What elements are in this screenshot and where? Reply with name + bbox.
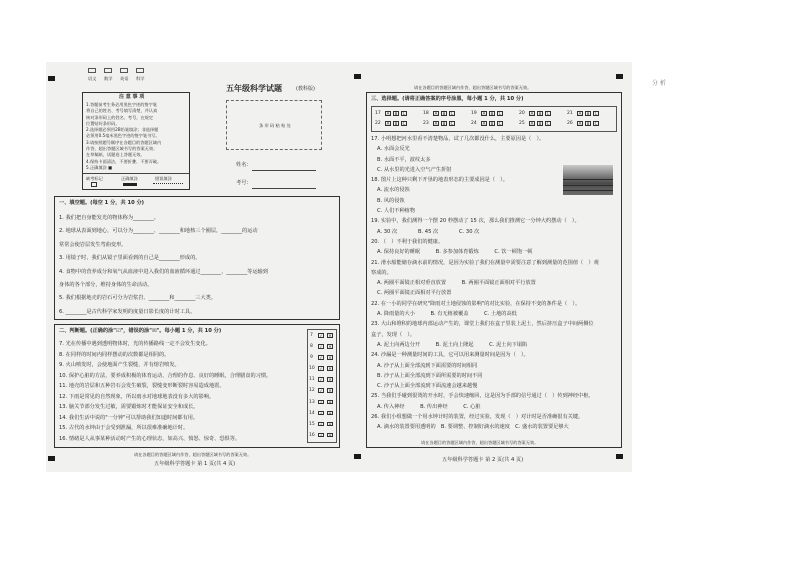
option-line: C. 沙子从上面全部流到下面流速会越来越慢 (377, 383, 478, 390)
false-checkbox[interactable]: ✕ (328, 333, 332, 338)
question-line: 20. （ ）不利于我们的健康。 (371, 238, 444, 245)
false-checkbox[interactable]: ✕ (328, 355, 332, 361)
grid-number: 26 (567, 121, 573, 126)
question-line: 察成的。 (371, 269, 392, 276)
fill-blank-section (54, 196, 340, 320)
false-checkbox[interactable]: ✕ (328, 366, 332, 372)
notice-title: 注 意 事 项 (119, 94, 145, 100)
option-line: C. 人们不种植物 (377, 208, 416, 215)
option-a-bubble[interactable]: A (386, 111, 390, 116)
name-label: 姓名： (236, 162, 252, 168)
answer-sheet-page-2 (352, 62, 632, 472)
option-line: A. 保持良好的睡眠 B. 多参加体育锻炼 C. 饮一顿饱一顿 (377, 249, 533, 256)
false-checkbox[interactable]: ✕ (328, 432, 332, 438)
option-line: A. 流水的侵蚀 (377, 187, 410, 194)
question-line: 5. 我们根据地壳的岩石可分为岩浆岩、________和________三大类。 (59, 295, 217, 302)
option-c-bubble[interactable]: C (498, 121, 502, 126)
exam-title: 五年级科学试题 (226, 84, 282, 93)
true-checkbox[interactable]: ✓ (319, 344, 323, 350)
option-line: C. 两圈平面镜正面相对平行放置 (377, 290, 452, 297)
question-line: 21. 滑水船能储存滴水前的情况，是因为实验了我们在测量中需要注意了解到测量的范围值（ ）观 (371, 259, 599, 266)
option-b-bubble[interactable]: B (394, 121, 398, 126)
option-a-bubble[interactable]: A (482, 111, 486, 116)
option-b-bubble[interactable]: B (442, 111, 446, 116)
absent-mark-label: 缺考标记 (86, 176, 103, 181)
notice-line: 作答，超出答题区域书写的答案无效； (86, 146, 158, 152)
option-c-bubble[interactable]: C (402, 111, 406, 116)
fill-blank-questions (59, 212, 268, 319)
option-line: A. 传入神经 B. 传出神经 C. 心脏 (377, 403, 481, 410)
grid-number: 22 (375, 121, 381, 126)
edge-text: 分 析 (652, 80, 666, 87)
question-line: 8. 在同样的时间内同样摆动的次数都是相同的。 (59, 351, 170, 358)
question-line: 13. 脑关节部分发生过敏，需要锻炼时才能保证安全和成长。 (59, 404, 199, 410)
option-line: C. 从水里的光进入空气产生折射 (377, 166, 452, 173)
question-line: 15. 古代的水钟由于会受到泄漏，所以很难准确地计时。 (59, 425, 189, 431)
footer-notice: 请在各题目的答题区域内作答，超出答题区域书写的答案无效。 (134, 452, 252, 457)
notice-line: 将自己的姓名、考号填写清楚，并认真 (86, 108, 158, 114)
notice-line: 5.正确填涂 ■ (86, 164, 113, 170)
question-line: 3. 用镜子时，我们从镜子里面看到的自己是________形成的。 (59, 255, 201, 262)
header-notice: 请在各题目的答题区域内作答，超出答题区域书写的答案无效。 (414, 85, 532, 90)
notice-line: 位置贴好条形码。 (86, 120, 120, 126)
grid-number: 18 (423, 111, 429, 116)
option-c-bubble[interactable]: C (594, 111, 598, 116)
wrong-fill-sample (153, 183, 183, 187)
option-a-bubble[interactable]: A (530, 121, 534, 126)
notice-line: 核对条形码上的姓名、考号，在规定 (86, 114, 154, 120)
page-footer: 五年级科学答题卡 第 1 页(共 4 页) (154, 461, 236, 467)
option-b-bubble[interactable]: B (394, 111, 398, 116)
question-line: 10. 保护心脏的方法，要养成积极的体育运动、合理的作息、良好的睡眠、合理膳食的习惯。 (59, 372, 272, 379)
option-a-bubble[interactable]: A (434, 111, 438, 116)
option-line: A. 滴水的装置要用透明的 B. 要调整、控制好滴水的速度 C. 盛水的装置要足够大 (377, 424, 569, 431)
option-a-bubble[interactable]: A (386, 121, 390, 126)
section-1-title: 一、填空题。(每空 1 分，共 10 分) (59, 200, 145, 206)
question-line: 24. 沙漏是一种测量时间的工具，它可以用来测量时间是因为（ ）。 (371, 352, 529, 359)
false-checkbox[interactable]: ✕ (328, 421, 332, 427)
alignment-mark (48, 456, 55, 461)
section-2-title: 二、判断题。(正确的涂"☑"，错误的涂"☒"。每小题 1 分，共 10 分) (59, 328, 222, 334)
id-field[interactable] (252, 188, 316, 189)
option-c-bubble[interactable]: C (546, 111, 550, 116)
question-line: 18. 图片上这种只剩下开垦的地表形态的主要成因是（ ）。 (371, 177, 508, 184)
option-line: B. 水面不平，波纹太多 (377, 156, 431, 163)
option-line: A. 水面会反光 (377, 146, 410, 153)
choice-answer-grid (371, 106, 617, 132)
option-a-bubble[interactable]: A (530, 111, 534, 116)
choice-questions (371, 134, 599, 433)
false-checkbox[interactable]: ✕ (328, 388, 332, 394)
true-checkbox[interactable]: ✓ (319, 432, 323, 438)
option-line: B. 沙子从上面全部流到下面所需要的时间不同 (377, 372, 483, 379)
grid-row (375, 121, 615, 129)
true-checkbox[interactable]: ✓ (319, 366, 323, 372)
question-line: 14. 我们生活中说的"一分钟"可以帮助我们知道时间都有用。 (59, 414, 199, 421)
false-checkbox[interactable]: ✕ (328, 410, 332, 416)
grid-number: 20 (519, 111, 525, 116)
notice-line: 1.答题前考生务必用黑色字迹的签字笔 (86, 102, 157, 107)
question-line: 盒子，发现（ ）。 (371, 331, 416, 338)
true-checkbox[interactable]: ✓ (319, 333, 323, 338)
question-line: 身体的各个部分，维持身体的生命活动。 (59, 282, 153, 289)
notice-box (82, 92, 190, 190)
grid-row (375, 111, 615, 119)
notice-list (86, 102, 161, 171)
true-false-questions (59, 339, 271, 444)
option-a-bubble[interactable]: A (578, 121, 582, 126)
question-line: 4. 食物中的营养成分和氧气从血液中进入我们的血液循环通过________、________等运输到 (59, 268, 268, 275)
page-footer: 五年级科学答题卡 第 2 页(共 4 页) (442, 457, 524, 463)
fill-wrong-label: 错误填涂 (155, 176, 172, 181)
section-3-title: 三、选择题。(请将正确答案的序号涂黑，每小题 1 分，共 10 分) (371, 96, 524, 102)
option-a-bubble[interactable]: A (434, 121, 438, 126)
option-line: A. 沙子从上面全部流到下面需要的时间相同 (377, 362, 478, 369)
option-a-bubble[interactable]: A (578, 111, 582, 116)
option-b-bubble[interactable]: B (442, 121, 446, 126)
grid-number: 21 (567, 111, 573, 116)
question-line: 22. 在一小的同学在研究"降雨对土地侵蚀的影响"的对比实验，在保持不变的条件是（ ）。 (371, 300, 581, 307)
option-b-bubble[interactable]: B (586, 111, 590, 116)
name-field[interactable] (252, 170, 316, 171)
question-line: 7. 光在传播中遇到透明物体时，光的传播路线一定不会发生变化。 (59, 341, 211, 347)
subject-label: 英语 (120, 76, 129, 81)
notice-line: 2.选择题必须用2B铅笔填涂；非选择题 (86, 127, 159, 133)
option-b-bubble[interactable]: B (490, 111, 494, 116)
false-checkbox[interactable]: ✕ (328, 344, 332, 350)
question-line: 17. 小明想把河水里看不清楚物品，试了几次都没什么，主要原因是（ ）。 (371, 136, 545, 142)
question-line: 12. 下雨是常见的自然现象，所以雨水对地球地表没有多大的影响。 (59, 393, 215, 400)
alignment-mark (354, 74, 361, 79)
option-c-bubble[interactable]: C (450, 111, 454, 116)
true-false-answer-column: 7 ✓ ✕ 8 ✓ ✕ 9 ✓ ✕ 10 ✓ ✕ 11 ✓ ✕ 12 ✓ ✕ 13 ✓ ✕ 14 ✓ ✕ 15 ✓ ✕ 16 ✓ ✕ (307, 329, 337, 443)
alignment-mark (616, 454, 623, 459)
question-line: 16. 情绪是人从事某种活动时产生的心理状态，如高兴、愤怒、惊奇、恐惧等。 (59, 435, 241, 442)
option-b-bubble[interactable]: B (586, 121, 590, 126)
grid-number: 17 (375, 111, 381, 116)
option-line: B. 风的侵蚀 (377, 197, 405, 204)
question-line: 6. ________是古代科学家发明的度量日影长度的计时工具。 (59, 308, 196, 315)
option-b-bubble[interactable]: B (538, 111, 542, 116)
absent-checkbox[interactable] (91, 182, 97, 187)
question-line: 9. 火山喷发时，会使地面产生裂缝，并有熔岩喷发。 (59, 362, 180, 368)
subject-label: 数学 (104, 76, 113, 81)
fill-correct-label: 正确填涂 (121, 176, 138, 181)
option-a-bubble[interactable]: A (482, 121, 486, 126)
notice-line: 3.请按照题号顺序在各题目的答题区域内 (86, 139, 162, 145)
grid-number: 24 (471, 121, 477, 126)
multiple-choice-section (366, 92, 622, 448)
question-line: 常常会使岩层发生弯曲变形。 (59, 241, 127, 248)
option-b-bubble[interactable]: B (490, 121, 494, 126)
true-checkbox[interactable]: ✓ (319, 421, 323, 427)
option-line: A. 30 次 B. 45 次 C. 30 次 (377, 228, 480, 235)
question-line: 25. 当我们手碰到很烫的开水时，手会快速缩回，这是因为手部的信号通过（ ）传到神经中枢。 (371, 393, 594, 400)
option-line: A. 两圈平面镜正相对垂直放置 B. 两圈平面镜正面相对平行放置 (377, 280, 536, 287)
exam-edition: (教科版) (296, 86, 315, 92)
true-checkbox[interactable]: ✓ (319, 410, 323, 416)
grid-number: 25 (519, 121, 525, 126)
correct-fill-sample (123, 183, 137, 186)
question-line: 26. 我们小组想做一个用水钟计时的装置，经过实验，发现（ ）对计时是否准确很有关键。 (371, 414, 584, 421)
true-false-section (54, 324, 340, 448)
notice-line: 必须用0.5毫米黑色字迹的签字笔书写。 (86, 133, 160, 139)
question-line: 1. 我们把自身能发光的物体称为________。 (59, 215, 159, 221)
option-c-bubble[interactable]: C (402, 121, 406, 126)
question-line: 11. 地壳的岩层和五种岩石会发生破裂，裂缝变形断裂时容易造成地震。 (59, 383, 225, 389)
barcode-label: 条 形 码 粘 贴 处 (259, 123, 291, 128)
footer-notice: 请在各题目的答题区域内作答，超出答题区域书写的答案无效。 (421, 440, 539, 445)
option-b-bubble[interactable]: B (538, 121, 542, 126)
option-c-bubble[interactable]: C (546, 121, 550, 126)
subject-label: 科学 (136, 76, 145, 81)
notice-line: 4.保持卡面清洁，不要折叠、不要弄破。 (86, 158, 162, 164)
option-line: A. 泥土向两边分开 B. 泥土向上隆起 C. 泥土向下塌陷 (377, 341, 528, 348)
answer-sheet-page-1 (48, 62, 348, 472)
subject-label: 语文 (88, 76, 97, 81)
alignment-mark (354, 454, 361, 459)
barcode-area (226, 100, 322, 150)
true-checkbox[interactable]: ✓ (319, 388, 323, 394)
option-c-bubble[interactable]: C (450, 121, 454, 126)
false-checkbox[interactable]: ✕ (328, 377, 332, 383)
grid-number: 23 (423, 121, 429, 126)
option-c-bubble[interactable]: C (498, 111, 502, 116)
alignment-mark (48, 76, 55, 81)
question-line: 2. 地球从表面到地心，可以分为________、________和地核三个圈层，________的运动 (59, 228, 258, 235)
true-checkbox[interactable]: ✓ (319, 355, 323, 361)
question-line: 19. 实验中，我们测得一个摆 20 秒摆动了 15 次，那么我们推测它一分钟大约摆动（ ）。 (371, 218, 580, 225)
false-checkbox[interactable]: ✕ (328, 399, 332, 405)
alignment-mark (616, 74, 623, 79)
grid-number: 19 (471, 111, 477, 116)
true-checkbox[interactable]: ✓ (319, 377, 323, 383)
notice-line: 在草稿纸、试题卷上答题无效。 (86, 152, 145, 158)
id-label: 考号： (236, 180, 252, 186)
question-line: 23. 大山和堆积的地球内部运动产生的，课堂上我们在盒子里装上泥土，然后挤压盒子中间两侧位 (371, 321, 594, 328)
true-checkbox[interactable]: ✓ (319, 399, 323, 405)
option-line: A. 降雨量的大小 B. 有无植被覆盖 C. 土地的高低 (377, 311, 517, 318)
option-c-bubble[interactable]: C (594, 121, 598, 126)
